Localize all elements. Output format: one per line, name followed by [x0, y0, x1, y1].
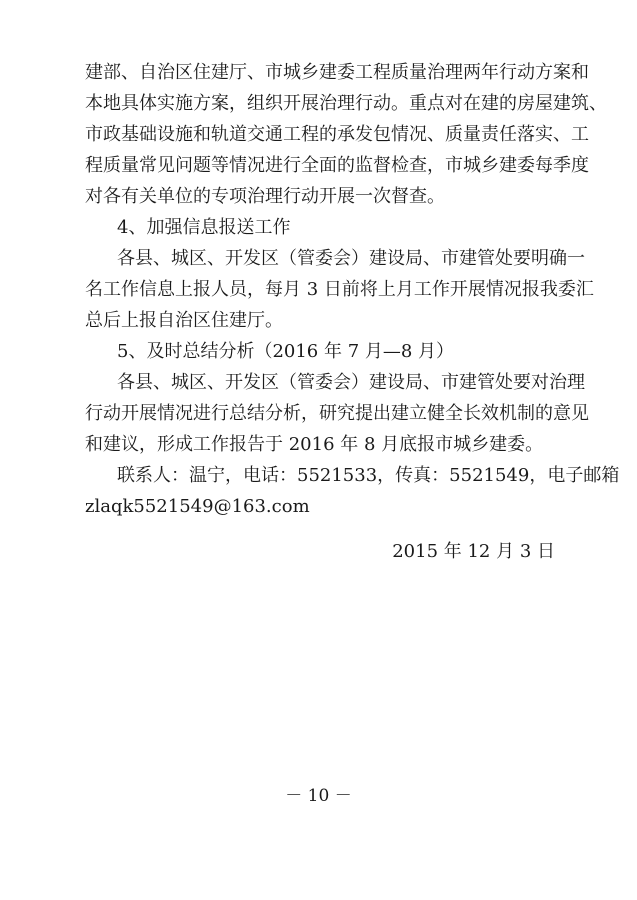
section-5-heading: 5、及时总结分析（2016 年 7 月—8 月） — [117, 341, 455, 362]
body-text-line: 名工作信息上报人员，每月 3 日前将上月工作开展情况报我委汇 — [85, 279, 594, 300]
body-text-line: 对各有关单位的专项治理行动开展一次督查。 — [85, 186, 445, 207]
body-text-line: 总后上报自治区住建厅。 — [85, 310, 283, 331]
body-text-line: 程质量常见问题等情况进行全面的监督检查，市城乡建委每季度 — [85, 155, 589, 176]
body-text-line: 建部、自治区住建厅、市城乡建委工程质量治理两年行动方案和 — [85, 62, 589, 83]
page-number: － 10 － — [285, 786, 352, 806]
body-text-line: 各县、城区、开发区（管委会）建设局、市建管处要明确一 — [117, 248, 585, 269]
body-text-line: 和建议，形成工作报告于 2016 年 8 月底报市城乡建委。 — [85, 434, 544, 455]
body-text-line: 市政基础设施和轨道交通工程的承发包情况、质量责任落实、工 — [85, 124, 589, 145]
body-text-line: 行动开展情况进行总结分析，研究提出建立健全长效机制的意见 — [85, 403, 589, 424]
document-date: 2015 年 12 月 3 日 — [392, 541, 555, 562]
contact-email: zlaqk5521549@163.com — [85, 496, 310, 517]
contact-line: 联系人：温宁，电话：5521533，传真：5521549，电子邮箱 — [117, 465, 620, 486]
body-text-line: 各县、城区、开发区（管委会）建设局、市建管处要对治理 — [117, 372, 585, 393]
section-4-heading: 4、加强信息报送工作 — [117, 217, 291, 238]
body-text-line: 本地具体实施方案，组织开展治理行动。重点对在建的房屋建筑、 — [85, 93, 607, 114]
